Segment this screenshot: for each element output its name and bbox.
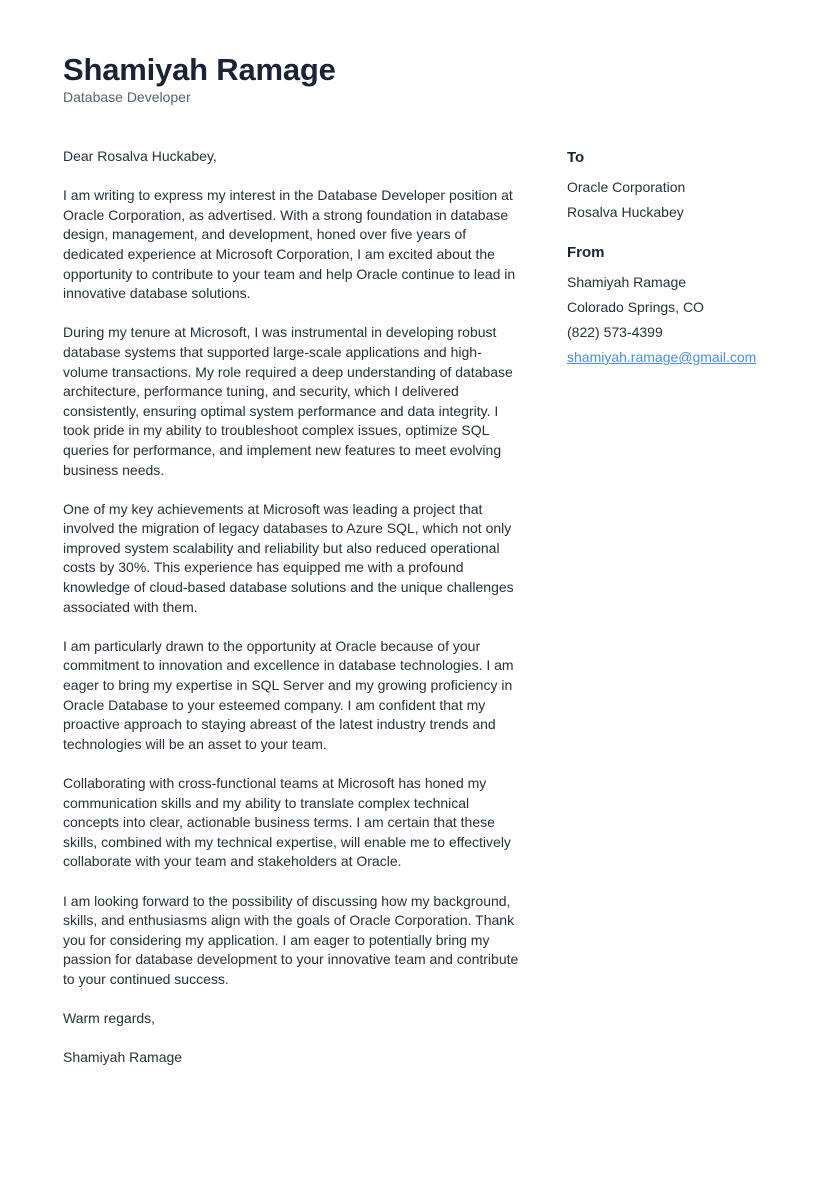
paragraph-intro: I am writing to express my interest in the Database Developer position at Oracle Corporation, as advertised. With a strong foundation in database design, management, and development, honed over five years of dedicated experience at Microsoft Corporation, I am excited about the opportunity to contribute to your team and help Oracle continue to lead in innovative database solutions. bbox=[63, 187, 516, 302]
paragraph-experience: During my tenure at Microsoft, I was instrumental in developing robust database systems that supported large-scale applications and high-volume transactions. My role required a deep understanding of database architecture, performance tuning, and security, which I delivered consistently, ensuring optimal system performance and data integrity. I took pride in my ability to troubleshoot complex issues, optimize SQL queries for performance, and implement new features to meet evolving business needs. bbox=[63, 324, 513, 478]
sender-location: Colorado Springs, CO bbox=[567, 299, 704, 315]
applicant-name: Shamiyah Ramage bbox=[63, 52, 336, 87]
recipient-company: Oracle Corporation bbox=[567, 179, 686, 195]
paragraph-achievement: One of my key achievements at Microsoft was leading a project that involved the migration of legacy databases to Azure SQL, which not only improved system scalability and reliability but also reduced operational costs by 30%. This experience has equipped me with a profound knowledge of cloud-based database solutions and the unique challenges associated with them. bbox=[63, 500, 514, 615]
from-section bbox=[567, 243, 787, 370]
signature: Shamiyah Ramage bbox=[63, 1049, 183, 1066]
paragraph-motivation: I am particularly drawn to the opportunity at Oracle because of your commitment to innovation and excellence in database technologies. I am eager to bring my expertise in SQL Server and my growing proficiency in Oracle Database to your esteemed company. I am confident that my proactive approach to staying abreast of the latest industry trends and technologies will be an asset to your team. bbox=[63, 637, 514, 752]
applicant-title: Database Developer bbox=[63, 89, 191, 105]
contact-sidebar bbox=[567, 148, 787, 388]
recipient-name: Rosalva Huckabey bbox=[567, 204, 684, 220]
salutation: Dear Rosalva Huckabey, bbox=[63, 148, 217, 164]
sender-email-link[interactable]: shamiyah.ramage@gmail.com bbox=[567, 349, 757, 365]
letter-body bbox=[63, 147, 523, 1088]
paragraph-collaboration: Collaborating with cross-functional teams at Microsoft has honed my communication skills and my ability to translate complex technical concepts into clear, actionable business terms. I am certain that these skills, combined with my technical expertise, will enable me to effectively collaborate with your team and stakeholders at Oracle. bbox=[63, 775, 511, 870]
closing: Warm regards, bbox=[63, 1010, 156, 1027]
from-heading: From bbox=[567, 244, 605, 261]
to-section bbox=[567, 148, 787, 225]
to-heading: To bbox=[567, 149, 585, 166]
paragraph-closing: I am looking forward to the possibility of discussing how my background, skills, and enthusiasms align with the goals of Oracle Corporation. Thank you for considering my application. I am eager to potentially bring my passion for database development to your innovative team and contribute to your continued success. bbox=[63, 892, 519, 987]
letter-header bbox=[63, 52, 336, 106]
sender-name: Shamiyah Ramage bbox=[567, 274, 687, 290]
sender-phone: (822) 573-4399 bbox=[567, 324, 663, 340]
